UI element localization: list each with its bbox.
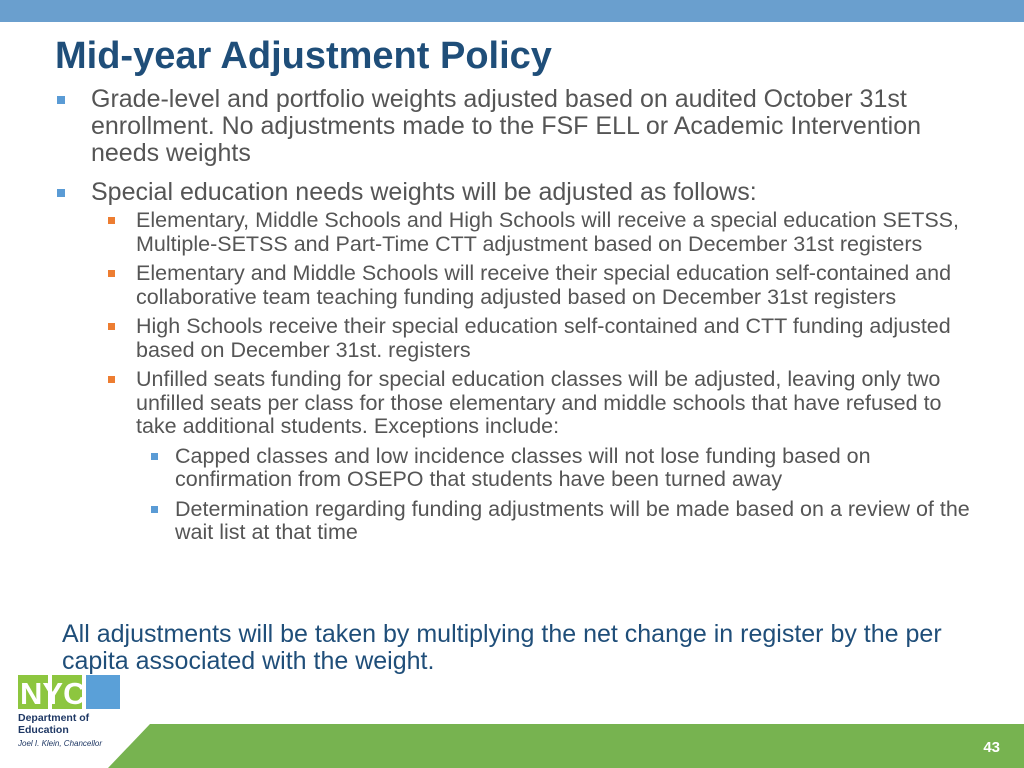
logo-department-line2: Education [18,724,69,736]
square-bullet-icon [108,270,115,277]
bullet-item [91,179,971,206]
top-accent-bar [0,0,1024,22]
square-bullet-icon [108,217,115,224]
logo-chancellor: Joel I. Klein, Chancellor [18,739,103,748]
square-bullet-icon [57,96,65,104]
sub-bullet-item [136,315,986,362]
sub-bullet-item [136,262,986,309]
nyc-doe-logo [18,675,128,755]
logo-department-line1: Department of [18,712,90,724]
slide-content [0,86,1024,551]
sub-sub-bullet-text: Determination regarding funding adjustments will be made based on a review of the wait list at that time [175,496,970,544]
sub-bullet-text: Elementary, Middle Schools and High Schools will receive a special education SETSS, Multiple-SETSS and Part-Time CTT adjustment based on December 31st registers [136,208,959,256]
logo-letters: NYC [20,676,86,709]
square-bullet-icon [151,453,158,460]
sub-bullet-text: Unfilled seats funding for special education classes will be adjusted, leaving only two unfilled seats per class for those elementary and middle schools that have refused to take additional students. Exceptions include: [136,367,942,438]
sub-bullet-item [136,209,986,256]
sub-sub-bullet-item [175,445,985,492]
footer-band [0,724,1024,768]
logo-department [18,712,89,736]
square-bullet-icon [108,323,115,330]
bullet-text: Grade-level and portfolio weights adjusted based on audited October 31st enrollment. No adjustments made to the FSF ELL or Academic Intervention needs weights [91,85,922,167]
footer-green-shape [108,724,1024,768]
square-bullet-icon [57,189,65,197]
sub-bullet-item [136,368,986,439]
square-bullet-icon [108,376,115,383]
bullet-text: Special education needs weights will be adjusted as follows: [91,178,757,206]
bullet-item [91,86,971,167]
nyc-logo-icon [18,675,122,709]
summary-text: All adjustments will be taken by multiplying the net change in register by the per capita associated with the weight. [62,620,942,675]
sub-sub-bullet-text: Capped classes and low incidence classes will not lose funding based on confirmation from OSEPO that students have been turned away [175,443,871,491]
slide-title: Mid-year Adjustment Policy [55,35,552,77]
square-bullet-icon [151,506,158,513]
sub-bullet-text: Elementary and Middle Schools will receive their special education self-contained and collaborative team teaching funding adjusted based on December 31st registers [136,261,952,309]
page-number: 43 [983,739,1000,756]
sub-sub-bullet-item [175,498,985,545]
sub-bullet-text: High Schools receive their special education self-contained and CTT funding adjusted based on December 31st. registers [136,314,951,362]
